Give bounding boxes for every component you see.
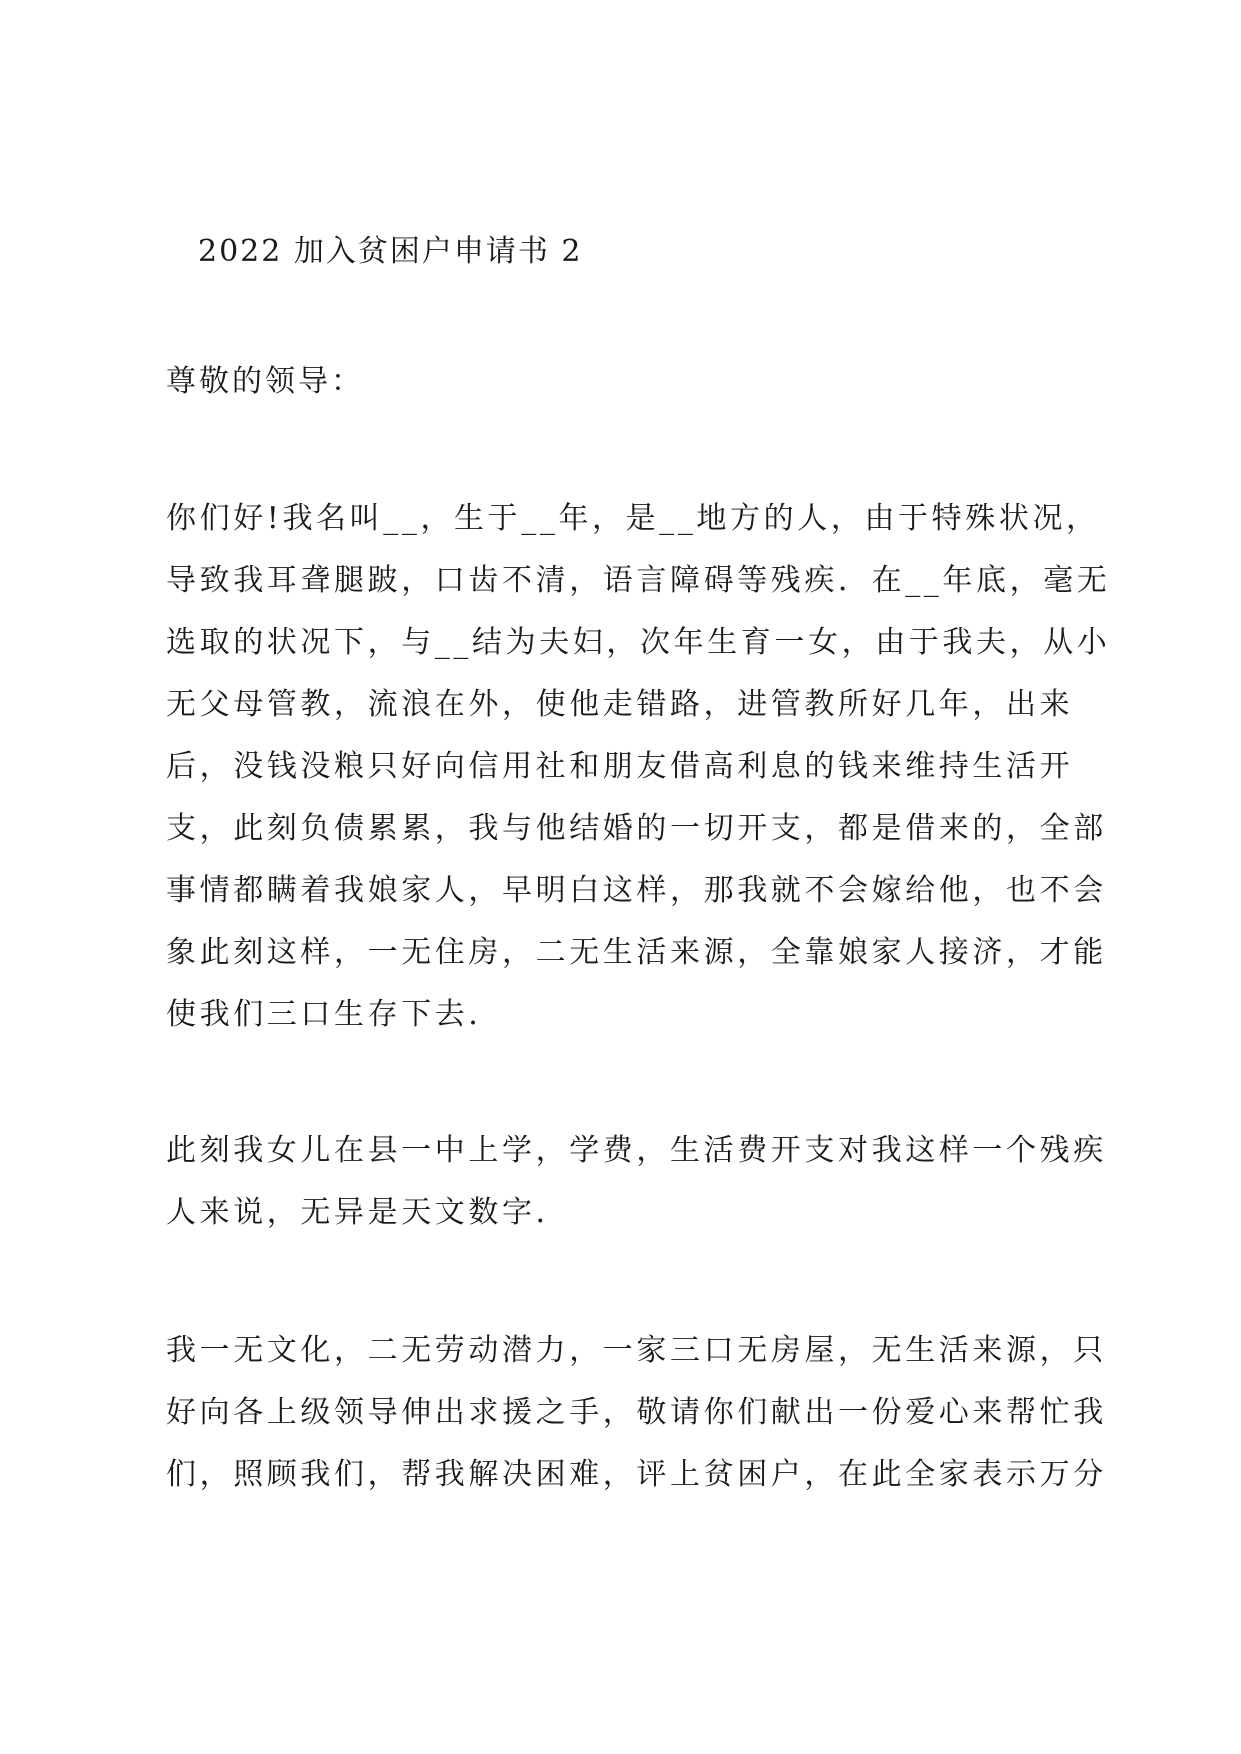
paragraph-2 <box>166 1120 1107 1244</box>
document-title: 2022 加入贫困户申请书 2 <box>198 234 583 269</box>
paragraph-line: 象此刻这样，一无住房，二无生活来源，全靠娘家人接济，才能 <box>166 935 1107 970</box>
paragraph-line: 导致我耳聋腿跛，口齿不清，语言障碍等残疾．在__年底，毫无 <box>166 563 1111 598</box>
paragraph-line: 人来说，无异是天文数字． <box>166 1195 570 1230</box>
paragraph-line: 事情都瞒着我娘家人，早明白这样，那我就不会嫁给他，也不会 <box>166 873 1107 908</box>
paragraph-line: 选取的状况下，与__结为夫妇，次年生育一女，由于我夫，从小 <box>166 625 1111 660</box>
salutation: 尊敬的领导： <box>166 364 364 399</box>
paragraph-1 <box>166 488 1111 1046</box>
paragraph-3 <box>166 1320 1107 1506</box>
paragraph-line: 好向各上级领导伸出求援之手，敬请你们献出一份爱心来帮忙我 <box>166 1395 1107 1430</box>
paragraph-line: 我一无文化，二无劳动潜力，一家三口无房屋，无生活来源，只 <box>166 1333 1107 1368</box>
paragraph-line: 你们好!我名叫__，生于__年，是__地方的人，由于特殊状况， <box>166 501 1100 536</box>
paragraph-line: 支，此刻负债累累，我与他结婚的一切开支，都是借来的，全部 <box>166 811 1107 846</box>
paragraph-line: 们，照顾我们，帮我解决困难，评上贫困户，在此全家表示万分 <box>166 1457 1107 1492</box>
paragraph-line: 此刻我女儿在县一中上学，学费，生活费开支对我这样一个残疾 <box>166 1133 1107 1168</box>
paragraph-line: 无父母管教，流浪在外，使他走错路，进管教所好几年，出来 <box>166 687 1074 722</box>
paragraph-line: 后，没钱没粮只好向信用社和朋友借高利息的钱来维持生活开 <box>166 749 1074 784</box>
paragraph-line: 使我们三口生存下去． <box>166 997 502 1032</box>
